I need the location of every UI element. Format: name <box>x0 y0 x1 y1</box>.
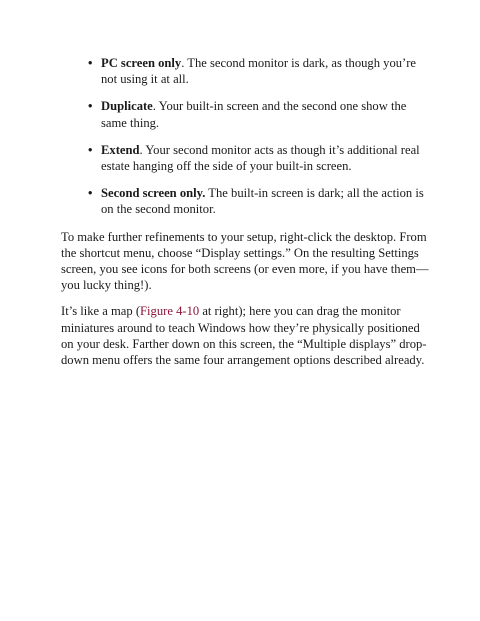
option-term: Duplicate <box>101 99 153 114</box>
option-description: . Your built-in screen and the second one show the same thing. <box>101 99 407 130</box>
list-item <box>88 142 433 174</box>
option-description: The built-in screen is dark; all the action is on the second monitor. <box>101 186 424 217</box>
option-term: Extend <box>101 142 140 157</box>
list-item <box>88 55 433 87</box>
list-item <box>88 185 433 217</box>
option-description: . Your second monitor acts as though it’s additional real estate hanging off the side of your built-in screen. <box>101 142 420 174</box>
option-term: PC screen only <box>101 56 182 70</box>
bullet-icon: • <box>88 99 93 114</box>
page-content <box>61 55 433 378</box>
option-description: . The second monitor is dark, as though you’re not using it at all. <box>101 56 417 87</box>
option-term: Second screen only. <box>101 186 206 201</box>
list-item <box>88 98 433 130</box>
bullet-icon: • <box>88 142 93 157</box>
paragraph-map <box>61 303 433 368</box>
paragraph-text: It’s like a map ( <box>61 304 141 319</box>
bullet-icon: • <box>88 56 93 70</box>
paragraph-display-settings: To make further refinements to your setup, right-click the desktop. From the shortcut menu, choose “Display settings.” On the resulting Settings screen, you see icons for both screens (or even more, if you have them—you lucky thing!). <box>61 229 429 293</box>
figure-link[interactable]: Figure 4-10 <box>140 304 200 319</box>
display-options-list <box>61 55 433 218</box>
bullet-icon: • <box>88 186 93 201</box>
paragraph-text: at right); here you can drag the monitor miniatures around to teach Windows how they’re physically positioned on your desk. Farther down on this screen, the “Multiple displays” drop-down menu offers the same four arrangement options described already. <box>61 304 427 368</box>
